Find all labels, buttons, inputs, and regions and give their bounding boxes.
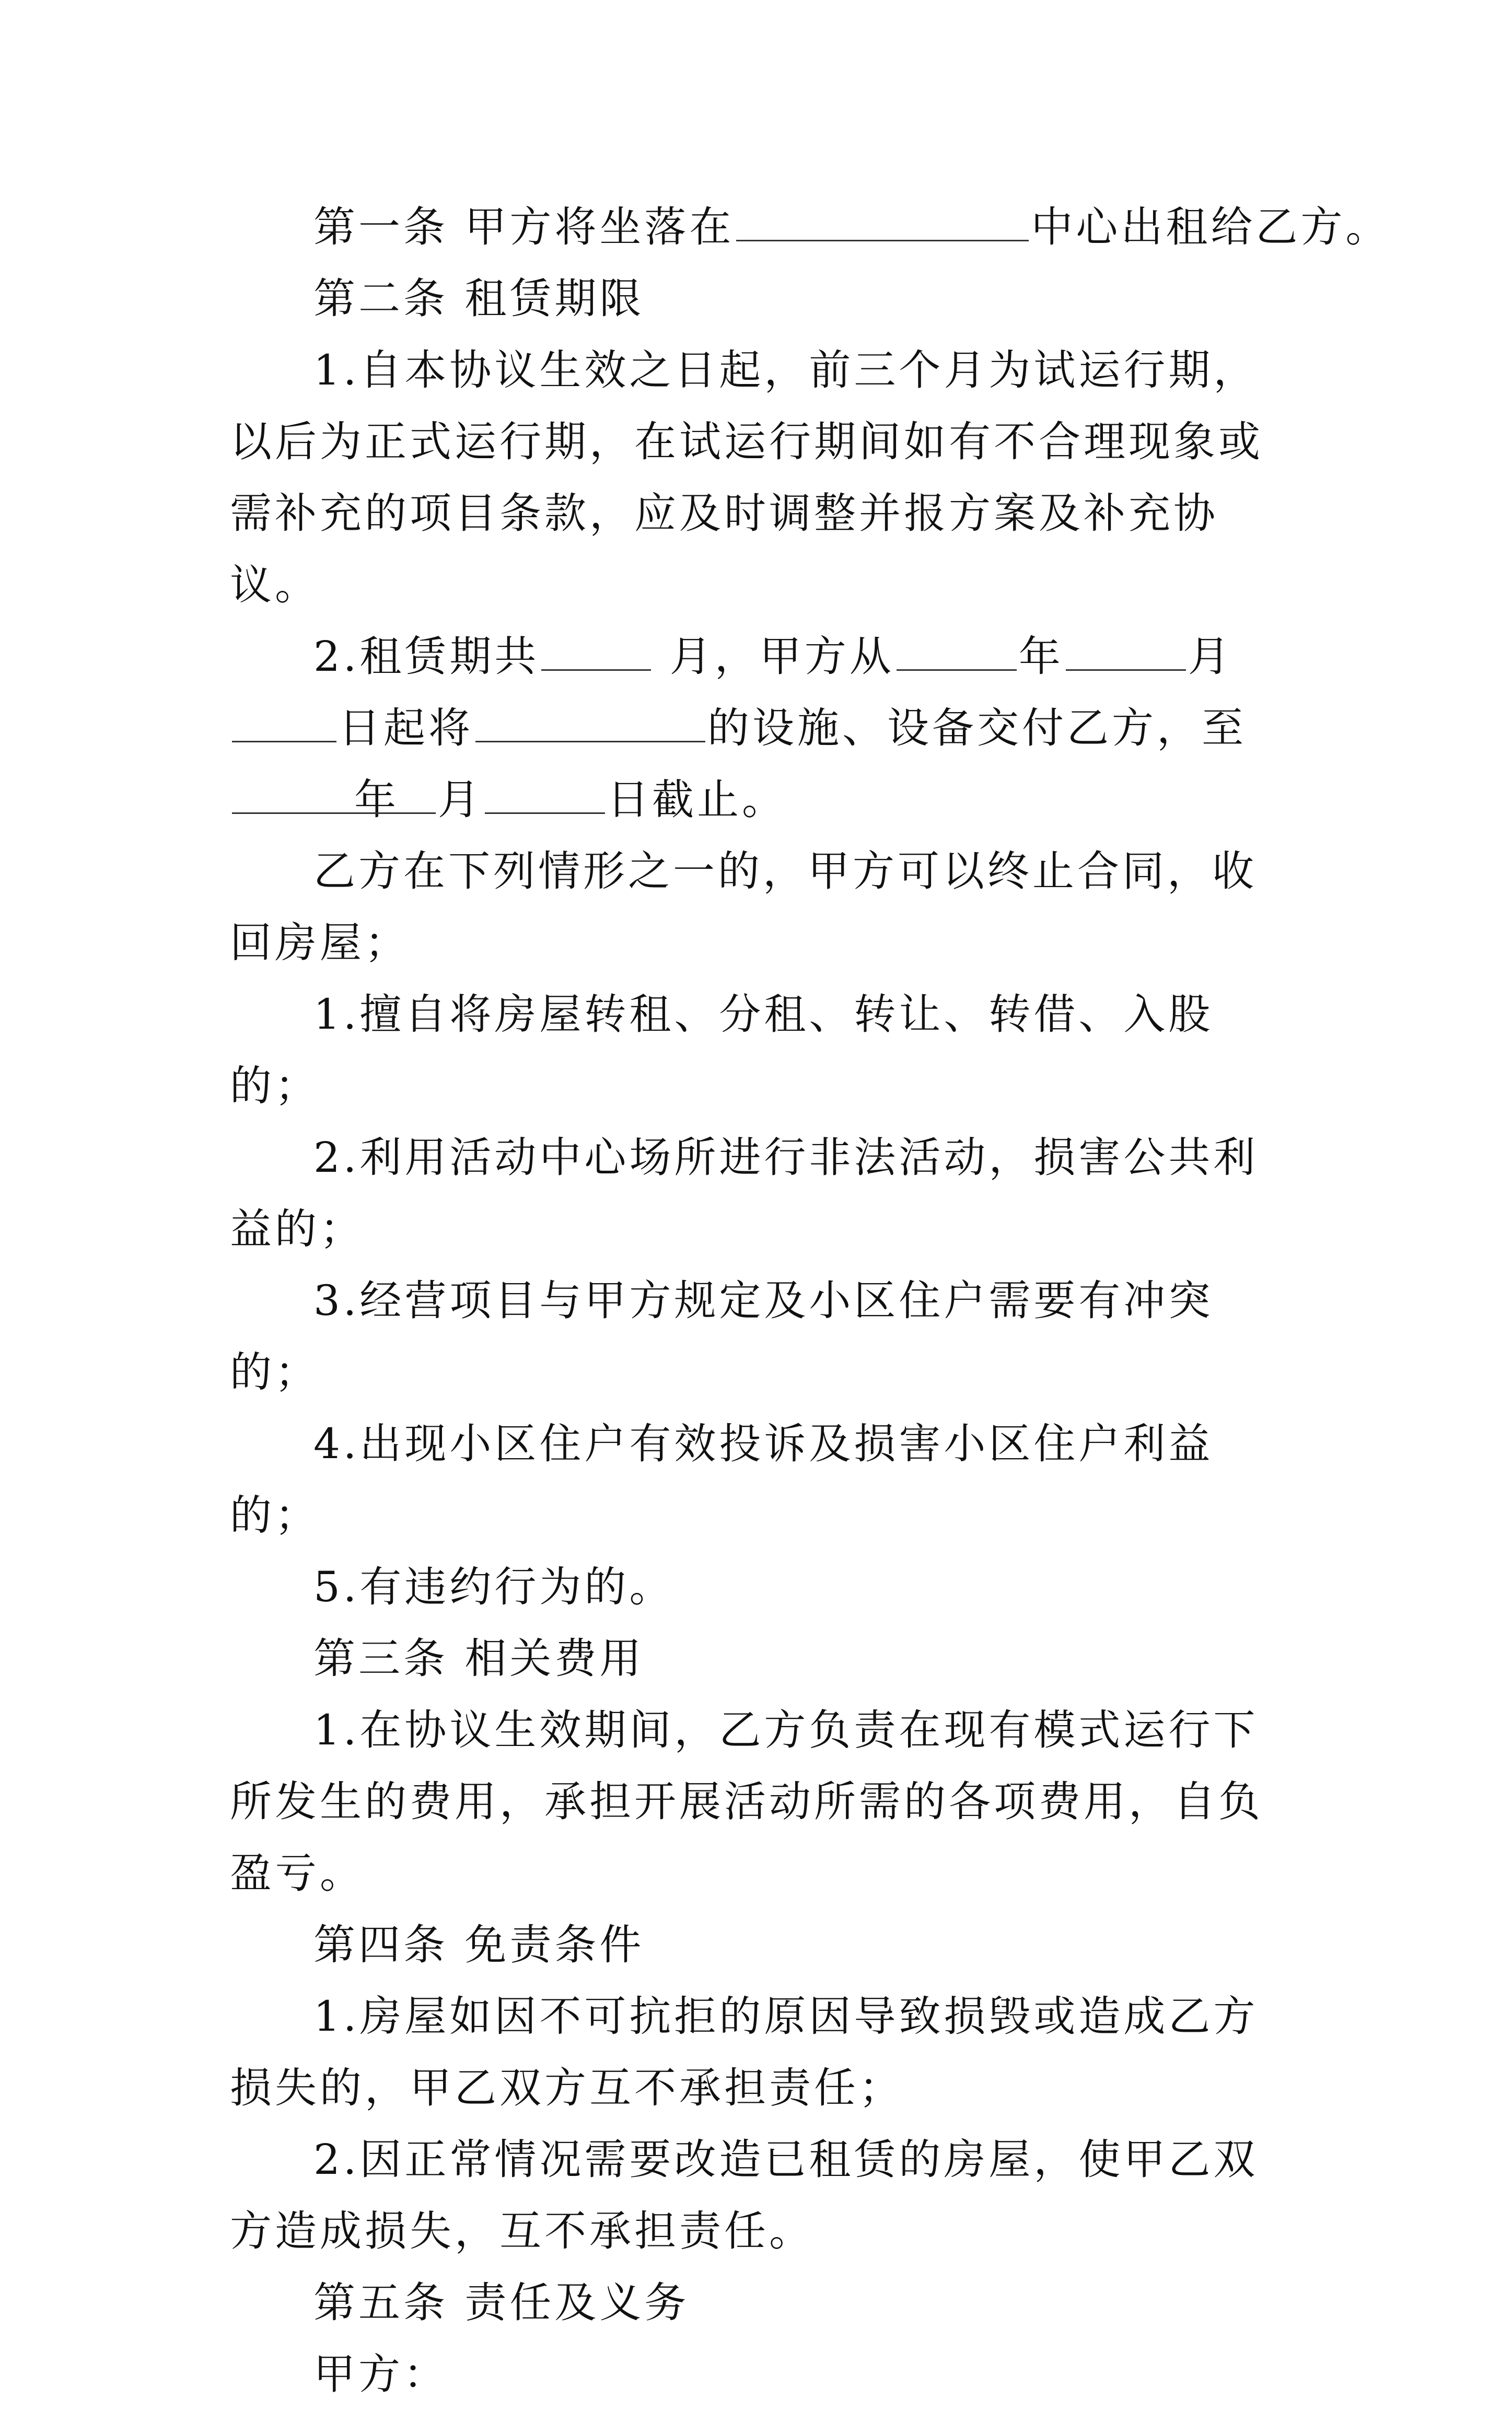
termination-item-4: 4.出现小区住户有效投诉及损害小区住户利益的； bbox=[230, 1419, 1214, 1540]
lease-term-text-a: 2.租赁期共 bbox=[313, 632, 540, 681]
lease-term-text-c: 年 bbox=[1018, 632, 1064, 681]
location-blank[interactable] bbox=[736, 200, 1029, 241]
document-body bbox=[230, 191, 1391, 2410]
termination-item-3: 3.经营项目与甲方规定及小区住户需要有冲突的； bbox=[230, 1276, 1214, 1396]
article-4-clause-1: 1.房屋如因不可抗拒的原因导致损毁或造成乙方损失的，甲乙双方互不承担责任； bbox=[230, 1992, 1259, 2112]
start-month-blank[interactable] bbox=[1066, 630, 1186, 671]
article-4-clause-2: 2.因正常情况需要改造已租赁的房屋，使甲乙双方造成损失，互不承担责任。 bbox=[230, 2135, 1259, 2255]
lease-term-text-e: 日起将 bbox=[339, 704, 473, 752]
article-3-clause-1: 1.在协议生效期间，乙方负责在现有模式运行下所发生的费用，承担开展活动所需的各项费用，自负盈亏。 bbox=[230, 1706, 1263, 1897]
article-1 bbox=[230, 191, 1391, 263]
termination-item-1: 1.擅自将房屋转租、分租、转让、转借、入股的； bbox=[230, 990, 1214, 1110]
lease-term-text-b: 月，甲方从 bbox=[653, 632, 894, 681]
article-5-title: 第五条 责任及义务 bbox=[313, 2278, 690, 2327]
lease-term-text-g: 年 bbox=[354, 775, 399, 824]
lease-term-text-f: 的设施、设备交付乙方，至 bbox=[707, 704, 1247, 752]
article-4-title: 第四条 免责条件 bbox=[313, 1920, 645, 1969]
article-2-clause-2 bbox=[230, 621, 1285, 835]
party-a-label: 甲方： bbox=[313, 2350, 448, 2399]
start-year-blank[interactable] bbox=[897, 630, 1017, 671]
lease-term-text-d: 月 bbox=[1188, 632, 1233, 681]
article-1-text-a: 第一条 甲方将坐落在 bbox=[313, 203, 735, 251]
months-blank[interactable] bbox=[541, 630, 651, 671]
facility-blank[interactable] bbox=[475, 701, 705, 742]
termination-item-5: 5.有违约行为的。 bbox=[313, 1563, 674, 1611]
end-day-blank[interactable] bbox=[485, 773, 605, 814]
termination-intro: 乙方在下列情形之一的，甲方可以终止合同，收回房屋； bbox=[230, 847, 1257, 967]
article-2-clause-1: 1.自本协议生效之日起，前三个月为试运行期，以后为正式运行期，在试运行期间如有不合理现象或需补充的项目条款，应及时调整并报方案及补充协议。 bbox=[230, 346, 1263, 609]
lease-term-text-i: 日截止。 bbox=[607, 775, 787, 824]
start-day-blank[interactable] bbox=[232, 701, 336, 742]
termination-item-2: 2.利用活动中心场所进行非法活动，损害公共利益的； bbox=[230, 1133, 1259, 1253]
article-2-title: 第二条 租赁期限 bbox=[313, 274, 645, 323]
end-month-blank-lead[interactable] bbox=[316, 773, 436, 814]
lease-term-text-h: 月 bbox=[438, 775, 483, 824]
article-3-title: 第三条 相关费用 bbox=[313, 1634, 645, 1683]
article-1-text-b: 中心出租给乙方。 bbox=[1031, 203, 1391, 251]
